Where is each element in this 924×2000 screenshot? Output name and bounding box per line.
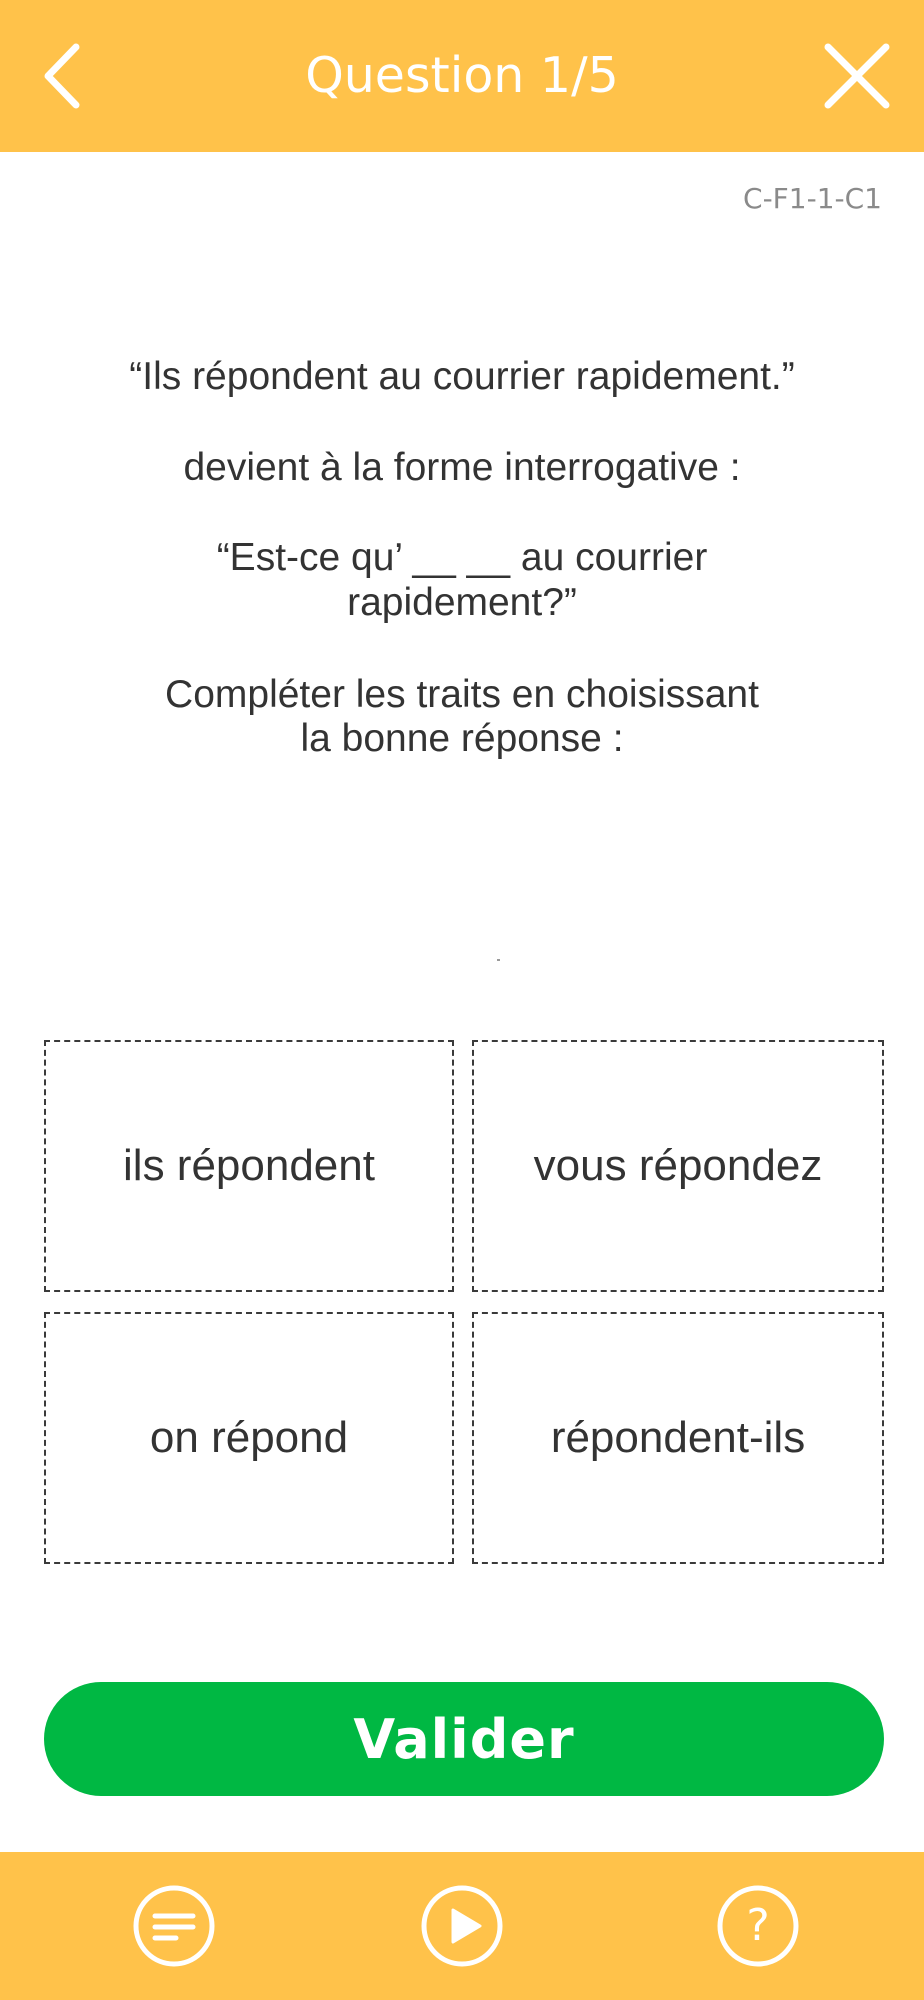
back-button[interactable] [30,36,94,116]
question-sentence: “Ils répondent au courrier rapidement.” [129,355,795,398]
answer-option-3[interactable]: on répond [44,1312,454,1564]
close-icon [822,41,892,111]
bottom-bar [0,1852,924,2000]
chevron-left-icon [40,41,84,111]
help-icon[interactable] [716,1884,800,1968]
validate-button[interactable]: Valider [44,1682,884,1796]
decorative-dot [497,959,500,961]
menu-icon[interactable] [132,1884,216,1968]
close-button[interactable] [812,36,902,116]
answer-option-4[interactable]: répondent-ils [472,1312,884,1564]
question-code: C-F1-1-C1 [743,182,882,215]
question-template-line-1: “Est-ce qu’ __ __ au courrier [216,536,708,579]
question-prompt-line-2: la bonne réponse : [300,717,624,760]
play-icon[interactable] [420,1884,504,1968]
page-title: Question 1/5 [305,47,619,104]
question-template-line-2: rapidement?” [347,581,577,624]
question-prompt-line-1: Compléter les traits en choisissant [165,673,759,716]
svg-text:?: ? [746,1900,770,1951]
answer-option-1[interactable]: ils répondent [44,1040,454,1292]
question-instruction: devient à la forme interrogative : [183,446,741,489]
top-bar [0,0,924,152]
answer-option-2[interactable]: vous répondez [472,1040,884,1292]
